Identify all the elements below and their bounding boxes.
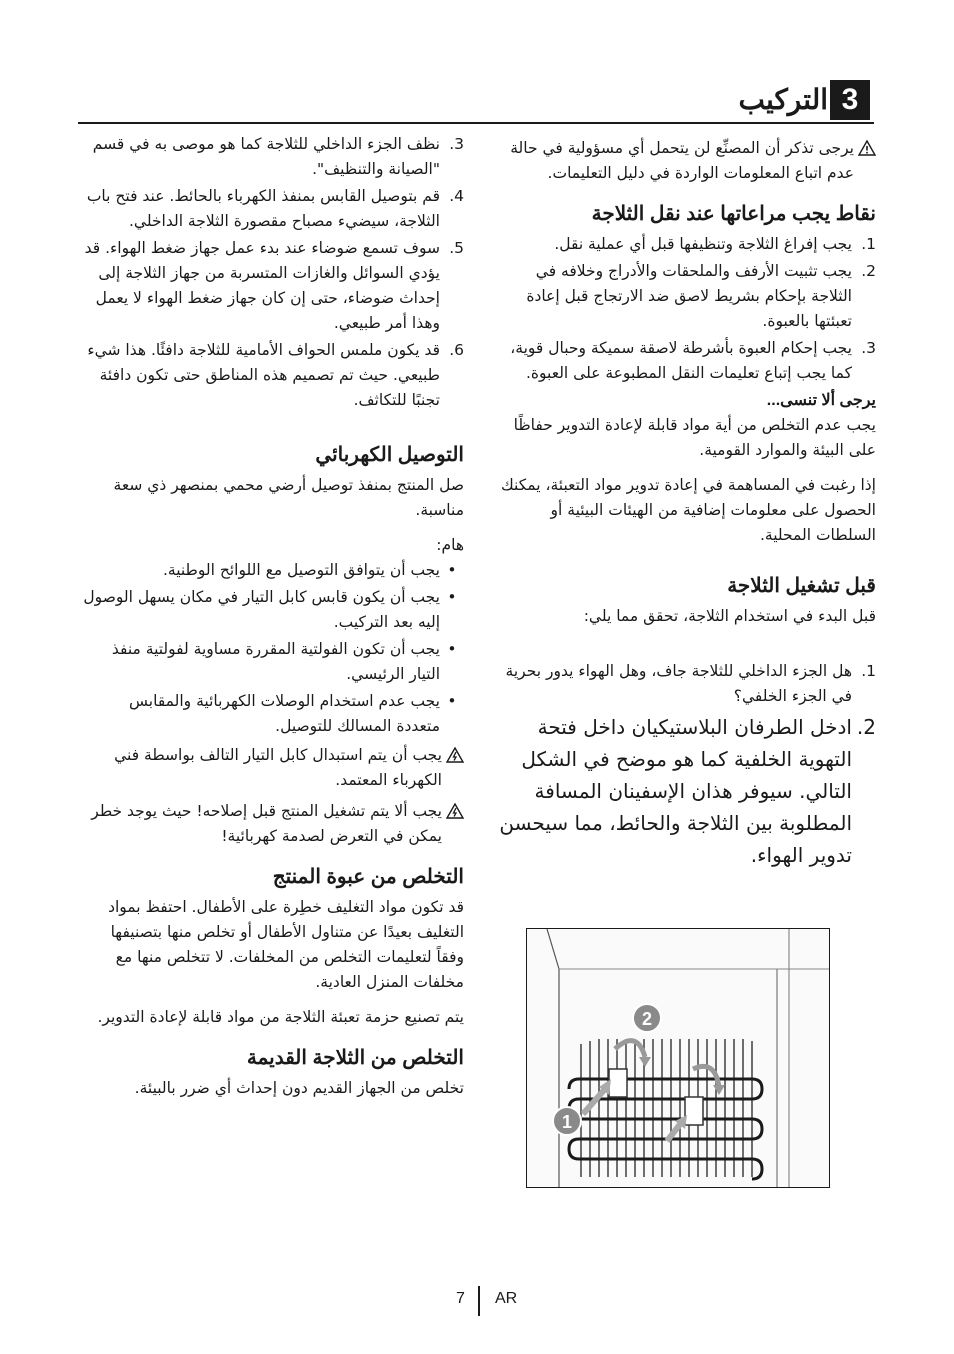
page-number: 7 <box>456 1290 465 1307</box>
list-item: • يجب أن تكون الفولتية المقررة مساوية لفولتية منفذ التيار الرئيسي. <box>82 637 464 687</box>
section-transport-heading: نقاط يجب مراعاتها عند نقل الثلاجة <box>591 203 876 225</box>
list-item: • يجب أن يتوافق التوصيل مع اللوائح الوطنية. <box>82 558 464 583</box>
list-item: 4. قم بتوصيل القابس بمنفذ الكهرباء بالحائط. عند فتح باب الثلاجة، سيضيء مصباح مقصورة الثلاجة الداخلي. <box>86 187 464 230</box>
important-bullets <box>82 558 464 739</box>
electric-paragraph: صل المنتج بمنفذ توصيل أرضي محمي بمنصهر ذي سعة مناسبة. <box>113 476 464 519</box>
warning-intro-text: يرجى تذكر أن المصنِّع لن يتحمل أي مسؤولية في حالة عدم اتباع المعلومات الواردة في دليل التعليمات. <box>510 139 854 182</box>
continued-list <box>82 132 464 413</box>
page-footer <box>440 1286 540 1316</box>
old-fridge-paragraph: تخلص من الجهاز القديم دون إحداث أي ضرر بالبيئة. <box>134 1079 464 1097</box>
list-item: 1. يجب إفراغ الثلاجة وتنظيفها قبل أي عملية نقل. <box>554 235 876 253</box>
callout-1-label: 1 <box>561 1112 573 1132</box>
dont-forget-heading: يرجى ألا تنسى... <box>766 392 876 409</box>
list-item: 3. نظف الجزء الداخلي للثلاجة كما هو موصى به في قسم "الصيانة والتنظيف". <box>92 135 464 178</box>
important-label: هام: <box>436 536 464 554</box>
bullet-icon: • <box>447 692 457 710</box>
left-column <box>82 132 464 1111</box>
chapter-title: التركيب <box>738 84 828 115</box>
bullet-icon: • <box>447 561 457 579</box>
dont-forget-paragraph-2: إذا رغبت في المساهمة في إعادة تدوير مواد التعبئة، يمكنك الحصول على معلومات إضافية من الهيئات البيئية أو السلطات المحلية. <box>500 476 876 544</box>
warning-triangle-icon <box>854 136 876 186</box>
electric-warning-icon <box>442 743 464 793</box>
transport-list <box>494 232 876 386</box>
rear-spacer-illustration <box>526 928 830 1188</box>
language-code: AR <box>495 1290 518 1307</box>
packaging-heading: التخلص من عبوة المنتج <box>272 866 464 888</box>
callout-2-label: 2 <box>641 1009 653 1029</box>
list-item: 3. يجب إحكام العبوة بأشرطة لاصقة سميكة وحبال قوية، كما يجب إتباع تعليمات النقل المطبوعة على العبوة. <box>510 339 876 382</box>
list-item: 2. ادخل الطرفان البلاستيكيان داخل فتحة التهوية الخلفية كما هو موضح في الشكل التالي. سيوفر هذان الإسفينان المسافة المطلوبة بين الثلاجة والحائط، مما سيحسن تدوير الهواء. <box>499 715 876 867</box>
dont-forget-paragraph-1: يجب عدم التخلص من أية مواد قابلة لإعادة التدوير حفاظًا على البيئة والموارد القومية. <box>513 416 876 459</box>
chapter-header <box>739 80 870 120</box>
packaging-paragraph-1: قد تكون مواد التغليف خطِرة على الأطفال. احتفظ بمواد التغليف بعيدًا عن متناول الأطفال أو تخلص منها بتصنيفها وفقاً لتعليمات التخلص من المخلفات. لا تتخلص منها مع مخلفات المنزل العادية. <box>108 898 464 991</box>
before-operating-intro: قبل البدء في استخدام الثلاجة، تحقق مما يلي: <box>583 607 876 625</box>
header-rule <box>78 122 874 124</box>
warning-intro <box>494 136 876 186</box>
chapter-number: 3 <box>830 80 870 120</box>
list-item: 6. قد يكون ملمس الحواف الأمامية للثلاجة دافئًا. هذا شيء طبيعي. حيث تم تصميم هذه المناطق حتى تكون دافئة تجنبًا للتكاثف. <box>87 341 464 409</box>
list-item: 1. هل الجزء الداخلي للثلاجة جاف، وهل الهواء يدور بحرية في الجزء الخلفي؟ <box>505 662 876 705</box>
bullet-icon: • <box>447 640 457 658</box>
fridge-back-drawing <box>527 929 829 1187</box>
section-before-operating-heading: قبل تشغيل الثلاجة <box>727 575 876 597</box>
list-item: 2. يجب تثبيت الأرفف والملحقات والأدراج وخلافه في الثلاجة بإحكام بشريط لاصق ضد الارتجاج قبل إعادة تعبئتها بالعبوة. <box>526 262 876 330</box>
bullet-icon: • <box>447 588 457 606</box>
electric-warning-icon <box>442 799 464 849</box>
list-item: 5. سوف تسمع ضوضاء عند بدء عمل جهاز ضغط الهواء. قد يؤدي السوائل والغازات المتسربة من جهاز الثلاجة إلى إحداث ضوضاء، حتى إن كان جهاز ضغط الهواء لا يعمل وهذا أمر طبيعي. <box>84 239 464 332</box>
right-column <box>494 132 876 873</box>
footer-divider <box>478 1286 480 1316</box>
electric-heading: التوصيل الكهربائي <box>315 444 464 466</box>
list-item: • يجب أن يكون قابس كابل التيار في مكان يسهل الوصول إليه بعد التركيب. <box>82 585 464 635</box>
list-item: • يجب عدم استخدام الوصلات الكهربائية والمقابس متعددة المسالك للتوصيل. <box>82 689 464 739</box>
old-fridge-heading: التخلص من الثلاجة القديمة <box>246 1047 464 1069</box>
warning-repair: يجب ألا يتم تشغيل المنتج قبل إصلاحه! حيث يوجد خطر يمكن في التعرض لصدمة كهربائية! <box>82 799 464 849</box>
warning-cable: يجب أن يتم استبدال كابل التيار التالف بواسطة فني الكهرباء المعتمد. <box>82 743 464 793</box>
packaging-paragraph-2: يتم تصنيع حزمة تعبئة الثلاجة من مواد قابلة لإعادة التدوير. <box>97 1008 464 1026</box>
